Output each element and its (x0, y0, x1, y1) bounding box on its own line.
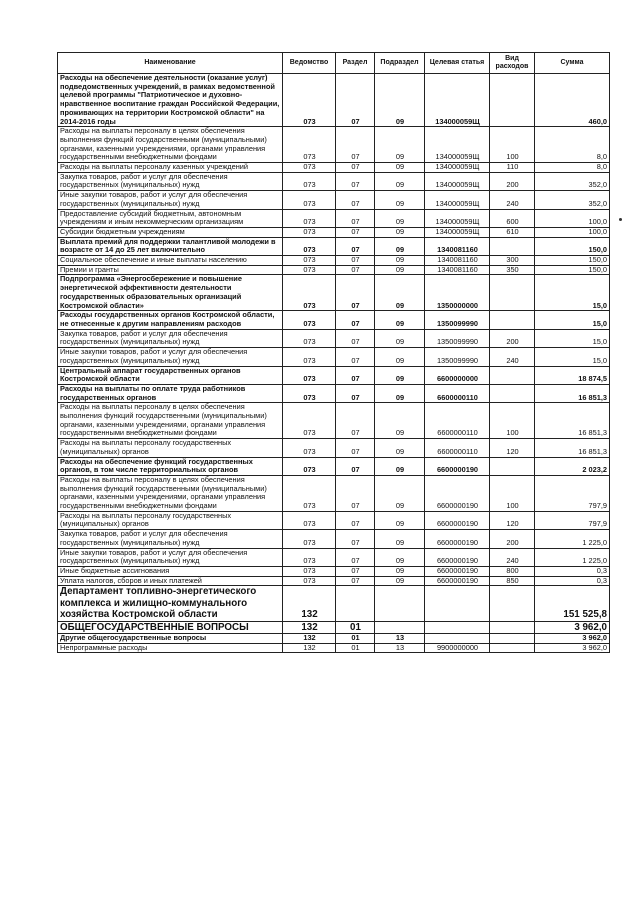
row-vid-raskhodov: 100 (490, 475, 535, 511)
row-tselevaya-statya: 6600000110 (425, 439, 490, 457)
row-podrazdel: 09 (375, 566, 425, 576)
row-razdel: 07 (336, 475, 375, 511)
row-name: Уплата налогов, сборов и иных платежей (58, 576, 283, 586)
row-vedomstvo: 073 (283, 439, 336, 457)
row-razdel: 07 (336, 256, 375, 266)
row-tselevaya-statya: 1340081160 (425, 256, 490, 266)
row-podrazdel: 09 (375, 311, 425, 329)
row-podrazdel: 09 (375, 127, 425, 163)
row-vedomstvo: 073 (283, 548, 336, 566)
row-vid-raskhodov (490, 237, 535, 255)
row-podrazdel: 09 (375, 384, 425, 402)
row-vedomstvo: 073 (283, 329, 336, 347)
row-podrazdel: 09 (375, 163, 425, 173)
row-vedomstvo: 073 (283, 511, 336, 529)
table-row (58, 275, 610, 311)
row-summa: 15,0 (535, 348, 610, 366)
row-vedomstvo: 073 (283, 348, 336, 366)
row-vedomstvo: 132 (283, 634, 336, 644)
row-razdel: 07 (336, 172, 375, 190)
header-name: Наименование (58, 53, 283, 74)
table-row (58, 191, 610, 209)
row-tselevaya-statya: 134000059Щ (425, 209, 490, 227)
row-razdel: 07 (336, 227, 375, 237)
row-vid-raskhodov: 120 (490, 511, 535, 529)
row-summa: 150,0 (535, 237, 610, 255)
row-vedomstvo: 073 (283, 566, 336, 576)
table-row (58, 457, 610, 475)
row-name: Иные закупки товаров, работ и услуг для обеспечения государственных (муниципальных) нужд (58, 548, 283, 566)
row-tselevaya-statya (425, 634, 490, 644)
row-name: Закупка товаров, работ и услуг для обеспечения государственных (муниципальных) нужд (58, 530, 283, 548)
row-vid-raskhodov: 850 (490, 576, 535, 586)
row-vedomstvo: 073 (283, 209, 336, 227)
table-row (58, 209, 610, 227)
row-podrazdel: 09 (375, 457, 425, 475)
row-tselevaya-statya: 1340081160 (425, 237, 490, 255)
row-vid-raskhodov: 600 (490, 209, 535, 227)
row-summa: 151 525,8 (535, 586, 610, 621)
row-podrazdel: 09 (375, 366, 425, 384)
row-vedomstvo: 073 (283, 127, 336, 163)
row-vid-raskhodov (490, 586, 535, 621)
row-razdel: 07 (336, 275, 375, 311)
row-podrazdel: 09 (375, 265, 425, 275)
row-vid-raskhodov: 240 (490, 191, 535, 209)
row-razdel: 07 (336, 127, 375, 163)
row-razdel: 07 (336, 191, 375, 209)
row-tselevaya-statya: 134000059Щ (425, 191, 490, 209)
row-vid-raskhodov (490, 366, 535, 384)
row-podrazdel: 09 (375, 576, 425, 586)
row-name: Расходы государственных органов Костромской области, не отнесенные к другим направлениям расходов (58, 311, 283, 329)
row-tselevaya-statya: 6600000110 (425, 403, 490, 439)
row-tselevaya-statya (425, 621, 490, 633)
row-summa: 150,0 (535, 256, 610, 266)
row-razdel: 07 (336, 329, 375, 347)
row-vedomstvo: 132 (283, 586, 336, 621)
row-tselevaya-statya: 134000059Щ (425, 127, 490, 163)
row-vid-raskhodov: 200 (490, 530, 535, 548)
table-row (58, 384, 610, 402)
row-razdel: 07 (336, 74, 375, 127)
row-name: Департамент топливно-энергетического комплекса и жилищно-коммунального хозяйства Костромской области (58, 586, 283, 621)
row-name: Расходы на обеспечение деятельности (оказание услуг) подведомственных учреждений, в рамках ведомственной целевой программы "Патриотическое и духовно-нравственное воспитание граждан Российской Федерации, проживающих на территории Костромской области" на 2014-2016 годы (58, 74, 283, 127)
row-tselevaya-statya: 6600000190 (425, 566, 490, 576)
row-razdel: 01 (336, 621, 375, 633)
row-tselevaya-statya: 134000059Щ (425, 163, 490, 173)
row-podrazdel: 13 (375, 643, 425, 653)
header-podrazdel: Подраздел (375, 53, 425, 74)
row-vedomstvo: 073 (283, 265, 336, 275)
row-podrazdel (375, 621, 425, 633)
row-name: Социальное обеспечение и иные выплаты населению (58, 256, 283, 266)
table-row (58, 566, 610, 576)
table-row (58, 74, 610, 127)
row-tselevaya-statya: 134000059Щ (425, 227, 490, 237)
row-tselevaya-statya: 1340081160 (425, 265, 490, 275)
row-podrazdel: 09 (375, 548, 425, 566)
row-vid-raskhodov (490, 621, 535, 633)
table-row (58, 439, 610, 457)
row-vedomstvo: 073 (283, 403, 336, 439)
row-vedomstvo: 073 (283, 74, 336, 127)
row-vid-raskhodov: 100 (490, 127, 535, 163)
table-row (58, 311, 610, 329)
row-name: Иные закупки товаров, работ и услуг для обеспечения государственных (муниципальных) нужд (58, 191, 283, 209)
row-razdel: 07 (336, 366, 375, 384)
header-vid-raskhodov: Вид расходов (490, 53, 535, 74)
row-podrazdel: 09 (375, 227, 425, 237)
row-vedomstvo: 073 (283, 384, 336, 402)
row-vid-raskhodov (490, 384, 535, 402)
row-name: Непрограммные расходы (58, 643, 283, 653)
row-name: Предоставление субсидий бюджетным, автономным учреждениям и иным некоммерческим организациям (58, 209, 283, 227)
row-name: Расходы на выплаты персоналу государственных (муниципальных) органов (58, 511, 283, 529)
row-vid-raskhodov: 610 (490, 227, 535, 237)
table-row (58, 227, 610, 237)
row-summa: 3 962,0 (535, 643, 610, 653)
row-razdel: 01 (336, 643, 375, 653)
row-razdel: 07 (336, 457, 375, 475)
row-razdel: 07 (336, 576, 375, 586)
row-summa: 1 225,0 (535, 530, 610, 548)
row-summa: 16 851,3 (535, 439, 610, 457)
row-vid-raskhodov: 200 (490, 172, 535, 190)
row-summa: 1 225,0 (535, 548, 610, 566)
row-name: Расходы на выплаты персоналу в целях обеспечения выполнения функций государственными (муниципальными) органами, казенными учреждениями, органами управления государственными внебюджетными фондами (58, 475, 283, 511)
row-vedomstvo: 073 (283, 163, 336, 173)
row-vedomstvo: 073 (283, 256, 336, 266)
row-tselevaya-statya: 6600000190 (425, 548, 490, 566)
row-vid-raskhodov (490, 275, 535, 311)
row-name: Расходы на выплаты персоналу в целях обеспечения выполнения функций государственными (муниципальными) органами, казенными учреждениями, органами управления государственными внебюджетными фондами (58, 403, 283, 439)
row-tselevaya-statya: 134000059Щ (425, 172, 490, 190)
row-vid-raskhodov: 800 (490, 566, 535, 576)
row-vid-raskhodov (490, 457, 535, 475)
row-summa: 797,9 (535, 511, 610, 529)
table-header-row (58, 53, 610, 74)
row-podrazdel: 09 (375, 329, 425, 347)
row-podrazdel: 09 (375, 475, 425, 511)
row-razdel: 07 (336, 403, 375, 439)
row-vid-raskhodov: 350 (490, 265, 535, 275)
row-name: Выплата премий для поддержки талантливой молодежи в возрасте от 14 до 25 лет включительно (58, 237, 283, 255)
row-vid-raskhodov: 120 (490, 439, 535, 457)
table-row (58, 530, 610, 548)
row-name: Расходы на выплаты персоналу казенных учреждений (58, 163, 283, 173)
row-podrazdel: 09 (375, 275, 425, 311)
row-vedomstvo: 073 (283, 275, 336, 311)
row-name: Расходы на выплаты персоналу государственных (муниципальных) органов (58, 439, 283, 457)
row-tselevaya-statya: 6600000190 (425, 576, 490, 586)
row-vid-raskhodov: 240 (490, 348, 535, 366)
row-vedomstvo: 073 (283, 530, 336, 548)
table-row (58, 511, 610, 529)
row-name: Закупка товаров, работ и услуг для обеспечения государственных (муниципальных) нужд (58, 329, 283, 347)
row-razdel: 07 (336, 311, 375, 329)
row-razdel: 07 (336, 163, 375, 173)
row-name: Расходы на выплаты персоналу в целях обеспечения выполнения функций государственными (муниципальными) органами, казенными учреждениями, органами управления государственными внебюджетными фондами (58, 127, 283, 163)
row-summa: 797,9 (535, 475, 610, 511)
table-row (58, 643, 610, 653)
row-vedomstvo: 073 (283, 576, 336, 586)
header-vedomstvo: Ведомство (283, 53, 336, 74)
row-podrazdel: 09 (375, 439, 425, 457)
row-name: ОБЩЕГОСУДАРСТВЕННЫЕ ВОПРОСЫ (58, 621, 283, 633)
row-vid-raskhodov (490, 634, 535, 644)
row-razdel: 07 (336, 384, 375, 402)
row-summa: 0,3 (535, 576, 610, 586)
table-row (58, 127, 610, 163)
row-vedomstvo: 073 (283, 237, 336, 255)
table-row (58, 265, 610, 275)
row-razdel: 07 (336, 566, 375, 576)
row-name: Центральный аппарат государственных органов Костромской области (58, 366, 283, 384)
row-vedomstvo: 073 (283, 311, 336, 329)
table-row (58, 621, 610, 633)
row-summa: 16 851,3 (535, 403, 610, 439)
row-summa: 8,0 (535, 163, 610, 173)
row-summa: 8,0 (535, 127, 610, 163)
row-vedomstvo: 073 (283, 227, 336, 237)
row-summa: 2 023,2 (535, 457, 610, 475)
row-name: Подпрограмма «Энергосбережение и повышение энергетической эффективности деятельности государственных образовательных организаций Костромской области» (58, 275, 283, 311)
row-tselevaya-statya: 1350000000 (425, 275, 490, 311)
table-row (58, 256, 610, 266)
row-tselevaya-statya: 6600000190 (425, 457, 490, 475)
table-row (58, 576, 610, 586)
table-row (58, 237, 610, 255)
row-vedomstvo: 073 (283, 172, 336, 190)
row-summa: 352,0 (535, 191, 610, 209)
row-vid-raskhodov (490, 311, 535, 329)
row-podrazdel: 09 (375, 74, 425, 127)
row-name: Премии и гранты (58, 265, 283, 275)
row-tselevaya-statya: 6600000190 (425, 475, 490, 511)
row-tselevaya-statya: 6600000110 (425, 384, 490, 402)
table-row (58, 548, 610, 566)
row-name: Иные закупки товаров, работ и услуг для обеспечения государственных (муниципальных) нужд (58, 348, 283, 366)
table-row (58, 348, 610, 366)
table-row (58, 366, 610, 384)
row-podrazdel: 09 (375, 511, 425, 529)
row-tselevaya-statya: 9900000000 (425, 643, 490, 653)
row-vedomstvo: 132 (283, 621, 336, 633)
row-podrazdel: 09 (375, 172, 425, 190)
table-row (58, 329, 610, 347)
row-vedomstvo: 132 (283, 643, 336, 653)
row-podrazdel: 09 (375, 530, 425, 548)
table-row (58, 172, 610, 190)
row-tselevaya-statya: 1350099990 (425, 329, 490, 347)
row-summa: 15,0 (535, 275, 610, 311)
row-podrazdel: 09 (375, 403, 425, 439)
row-tselevaya-statya: 6600000000 (425, 366, 490, 384)
header-tselevaya-statya: Целевая статья (425, 53, 490, 74)
row-summa: 100,0 (535, 209, 610, 227)
row-summa: 3 962,0 (535, 621, 610, 633)
budget-table-page (57, 52, 609, 653)
row-razdel: 07 (336, 209, 375, 227)
row-razdel: 07 (336, 548, 375, 566)
row-razdel: 07 (336, 439, 375, 457)
row-tselevaya-statya: 1350099990 (425, 311, 490, 329)
row-razdel: 07 (336, 237, 375, 255)
row-name: Расходы на выплаты по оплате труда работников государственных органов (58, 384, 283, 402)
row-tselevaya-statya: 1350099990 (425, 348, 490, 366)
row-name: Иные бюджетные ассигнования (58, 566, 283, 576)
row-summa: 3 962,0 (535, 634, 610, 644)
row-vid-raskhodov: 200 (490, 329, 535, 347)
row-name: Другие общегосударственные вопросы (58, 634, 283, 644)
table-row (58, 403, 610, 439)
row-razdel (336, 586, 375, 621)
row-podrazdel (375, 586, 425, 621)
row-vedomstvo: 073 (283, 366, 336, 384)
row-razdel: 01 (336, 634, 375, 644)
row-podrazdel: 09 (375, 348, 425, 366)
row-summa: 150,0 (535, 265, 610, 275)
row-summa: 15,0 (535, 311, 610, 329)
row-podrazdel: 09 (375, 237, 425, 255)
row-vid-raskhodov (490, 643, 535, 653)
row-tselevaya-statya: 134000059Щ (425, 74, 490, 127)
row-summa: 16 851,3 (535, 384, 610, 402)
scan-speck (619, 218, 622, 221)
row-vedomstvo: 073 (283, 457, 336, 475)
table-row (58, 586, 610, 621)
row-summa: 352,0 (535, 172, 610, 190)
header-summa: Сумма (535, 53, 610, 74)
budget-table (57, 52, 610, 653)
row-summa: 100,0 (535, 227, 610, 237)
row-vedomstvo: 073 (283, 191, 336, 209)
row-razdel: 07 (336, 511, 375, 529)
row-tselevaya-statya (425, 586, 490, 621)
row-summa: 15,0 (535, 329, 610, 347)
row-summa: 460,0 (535, 74, 610, 127)
row-name: Субсидии бюджетным учреждениям (58, 227, 283, 237)
row-name: Расходы на обеспечение функций государственных органов, в том числе территориальных органов (58, 457, 283, 475)
row-podrazdel: 13 (375, 634, 425, 644)
row-summa: 0,3 (535, 566, 610, 576)
row-vid-raskhodov (490, 74, 535, 127)
table-row (58, 634, 610, 644)
row-summa: 18 874,5 (535, 366, 610, 384)
row-podrazdel: 09 (375, 209, 425, 227)
header-razdel: Раздел (336, 53, 375, 74)
row-vid-raskhodov: 240 (490, 548, 535, 566)
table-row (58, 163, 610, 173)
row-podrazdel: 09 (375, 191, 425, 209)
row-tselevaya-statya: 6600000190 (425, 511, 490, 529)
table-row (58, 475, 610, 511)
row-razdel: 07 (336, 530, 375, 548)
row-razdel: 07 (336, 265, 375, 275)
row-vid-raskhodov: 110 (490, 163, 535, 173)
row-vid-raskhodov: 100 (490, 403, 535, 439)
row-name: Закупка товаров, работ и услуг для обеспечения государственных (муниципальных) нужд (58, 172, 283, 190)
row-tselevaya-statya: 6600000190 (425, 530, 490, 548)
row-vedomstvo: 073 (283, 475, 336, 511)
row-podrazdel: 09 (375, 256, 425, 266)
row-razdel: 07 (336, 348, 375, 366)
row-vid-raskhodov: 300 (490, 256, 535, 266)
